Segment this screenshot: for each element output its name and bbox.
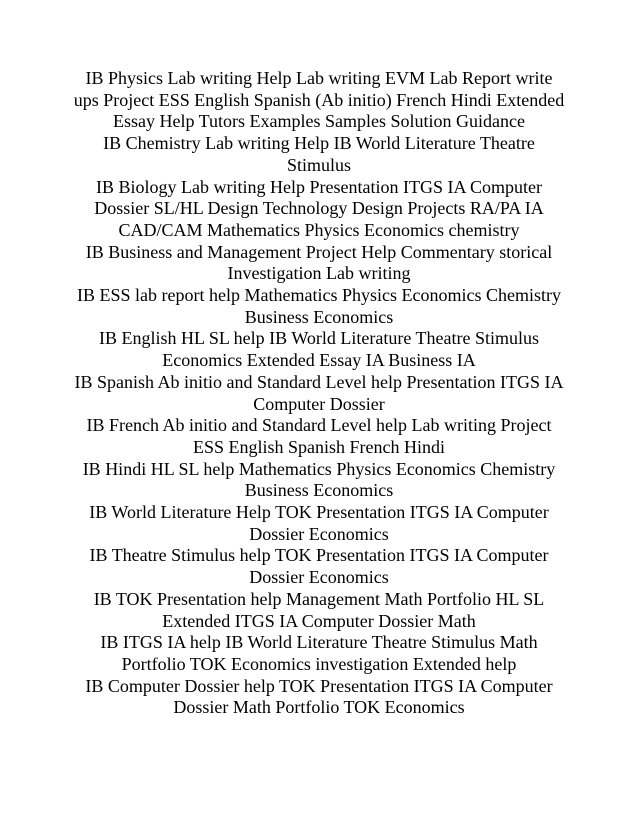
paragraph-spanish: IB Spanish Ab initio and Standard Level help Presentation ITGS IA Computer Dossier <box>74 371 564 414</box>
paragraph-ess: IB ESS lab report help Mathematics Physics Economics Chemistry Business Economics <box>77 285 561 327</box>
paragraph-world-literature: IB World Literature Help TOK Presentation ITGS IA Computer Dossier Economics <box>89 502 549 544</box>
paragraph-english: IB English HL SL help IB World Literature Theatre Stimulus Economics Extended Essay IA Business IA <box>99 328 539 371</box>
paragraph-hindi: IB Hindi HL SL help Mathematics Physics Economics Chemistry Business Economics <box>82 458 556 501</box>
paragraph-physics: IB Physics Lab writing Help Lab writing EVM Lab Report write ups Project ESS English Spanish (Ab initio) French Hindi Extended Essay Help Tutors Examples Samples Solution Guidance <box>73 68 565 132</box>
document-page <box>0 68 638 719</box>
paragraph-theatre: IB Theatre Stimulus help TOK Presentation ITGS IA Computer Dossier Economics <box>89 545 549 588</box>
paragraph-business: IB Business and Management Project Help Commentary storical Investigation Lab writing <box>85 241 553 284</box>
paragraph-tok: IB TOK Presentation help Management Math Portfolio HL SL Extended ITGS IA Computer Dossier Math <box>93 588 545 631</box>
paragraph-computer-dossier: IB Computer Dossier help TOK Presentation ITGS IA Computer Dossier Math Portfolio TOK Economics <box>85 675 553 718</box>
paragraph-biology: IB Biology Lab writing Help Presentation ITGS IA Computer Dossier SL/HL Design Technology Design Projects RA/PA IA CAD/CAM Mathematics Physics Economics chemistry <box>94 176 544 240</box>
paragraph-chemistry: IB Chemistry Lab writing Help IB World Literature Theatre Stimulus <box>103 133 535 175</box>
paragraph-itgs: IB ITGS IA help IB World Literature Theatre Stimulus Math Portfolio TOK Economics investigation Extended help <box>100 632 538 674</box>
paragraph-french: IB French Ab initio and Standard Level help Lab writing Project ESS English Spanish French Hindi <box>86 415 552 457</box>
